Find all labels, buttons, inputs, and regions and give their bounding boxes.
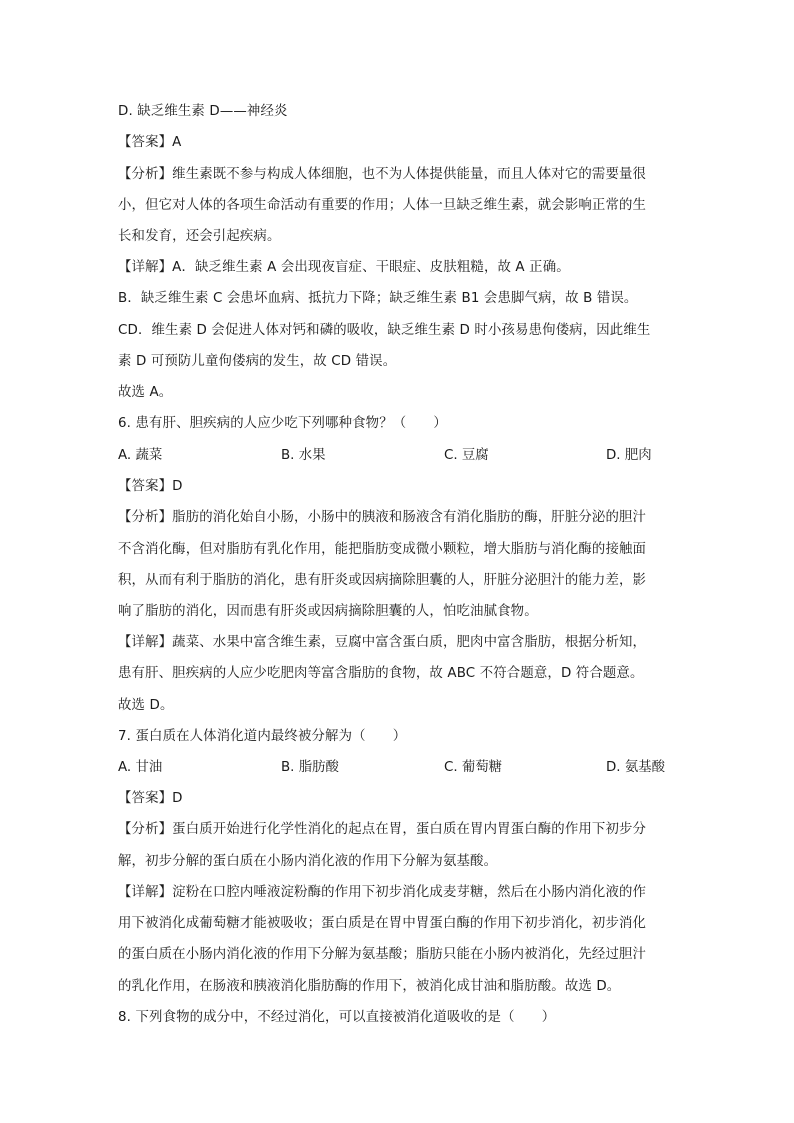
q6-detail-line: 患有肝、胆疾病的人应少吃肥肉等富含脂肪的食物，故 ABC 不符合题意，D 符合题意。 [118,666,644,681]
q5-detail-line: 故选 A。 [118,385,173,400]
q6-detail-line: 故选 D。 [118,698,174,713]
q6-option-d: D. 肥肉 [606,448,652,463]
q7-option-c: C. 葡萄糖 [444,760,503,775]
q5-detail-line: CD．维生素 D 会促进人体对钙和磷的吸收，缺乏维生素 D 时小孩易患佝偻病，因此维生 [118,323,651,338]
q6-analysis-line: 响了脂肪的消化，因而患有肝炎或因病摘除胆囊的人，怕吃油腻食物。 [118,604,538,619]
q7-stem: 7. 蛋白质在人体消化道内最终被分解为（ ） [118,729,407,744]
q5-detail-line: 素 D 可预防儿童佝偻病的发生，故 CD 错误。 [118,354,397,369]
q5-analysis-line: 长和发育，还会引起疾病。 [118,229,281,244]
q6-stem: 6. 患有肝、胆疾病的人应少吃下列哪种食物？（ ） [118,416,447,431]
q8-stem: 8. 下列食物的成分中，不经过消化，可以直接被消化道吸收的是（ ） [118,1010,556,1025]
q7-option-a: A. 甘油 [118,760,163,775]
q6-detail-line: 【详解】蔬菜、水果中富含维生素，豆腐中富含蛋白质，肥肉中富含脂肪，根据分析知， [118,635,647,650]
q5-answer: 【答案】A [118,135,182,150]
q5-detail-line: 【详解】A．缺乏维生素 A 会出现夜盲症、干眼症、皮肤粗糙，故 A 正确。 [118,260,570,275]
q5-analysis-line: 小，但它对人体的各项生命活动有重要的作用；人体一旦缺乏维生素，就会影响正常的生 [118,198,647,213]
q5-detail-line: B．缺乏维生素 C 会患坏血病、抵抗力下降；缺乏维生素 B1 会患脚气病，故 B 错误。 [118,291,638,306]
q6-option-b: B. 水果 [281,448,326,463]
q5-option-d: D. 缺乏维生素 D——神经炎 [118,104,288,119]
q6-answer: 【答案】D [118,479,183,494]
q7-analysis-line: 解，初步分解的蛋白质在小肠内消化液的作用下分解为氨基酸。 [118,854,498,869]
q6-analysis-line: 积，从而有利于脂肪的消化，患有肝炎或因病摘除胆囊的人，肝脏分泌胆汁的能力差，影 [118,573,647,588]
q7-detail-line: 的乳化作用，在肠液和胰液消化脂肪酶的作用下，被消化成甘油和脂肪酸。故选 D。 [118,979,621,994]
q7-detail-line: 的蛋白质在小肠内消化液的作用下分解为氨基酸；脂肪只能在小肠内被消化，先经过胆汁 [118,947,647,962]
q7-detail-line: 用下被消化成葡萄糖才能被吸收；蛋白质是在胃中胃蛋白酶的作用下初步消化，初步消化 [118,916,647,931]
q6-option-a: A. 蔬菜 [118,448,163,463]
q6-analysis-line: 不含消化酶，但对脂肪有乳化作用，能把脂肪变成微小颗粒，增大脂肪与消化酶的接触面 [118,542,647,557]
q7-detail-line: 【详解】淀粉在口腔内唾液淀粉酶的作用下初步消化成麦芽糖，然后在小肠内消化液的作 [118,885,647,900]
q7-analysis-line: 【分析】蛋白质开始进行化学性消化的起点在胃，蛋白质在胃内胃蛋白酶的作用下初步分 [118,822,647,837]
q7-option-d: D. 氨基酸 [606,760,665,775]
q6-analysis-line: 【分析】脂肪的消化始自小肠，小肠中的胰液和肠液含有消化脂肪的酶，肝脏分泌的胆汁 [118,510,647,525]
q7-option-b: B. 脂肪酸 [281,760,339,775]
q6-option-c: C. 豆腐 [444,448,489,463]
q7-answer: 【答案】D [118,791,183,806]
q5-analysis-line: 【分析】维生素既不参与构成人体细胞，也不为人体提供能量，而且人体对它的需要量很 [118,167,647,182]
